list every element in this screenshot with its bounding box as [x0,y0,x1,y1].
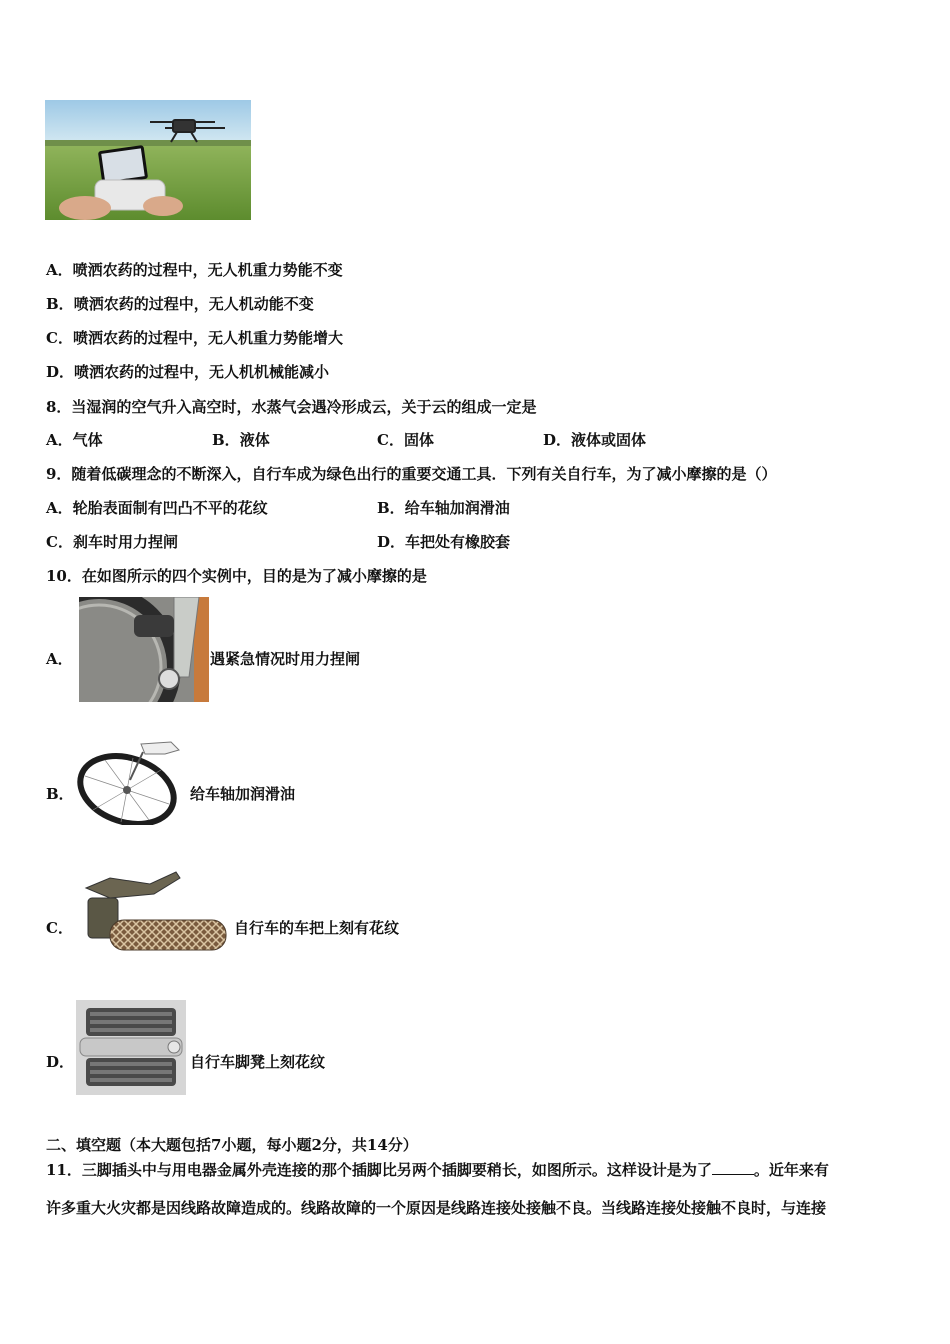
q7-option-c: C．喷洒农药的过程中，无人机重力势能增大 [46,329,343,347]
pedal-photo [76,1000,186,1095]
brake-photo [79,597,209,702]
drone-photo [45,100,251,220]
q7-option-d: D．喷洒农药的过程中，无人机机械能减小 [46,363,330,381]
q9-option-b: B．给车轴加润滑油 [377,499,510,517]
q10-option-c-label: C． [46,919,73,937]
q7-option-a: A．喷洒农药的过程中，无人机重力势能不变 [46,261,343,279]
q10-option-d-text: 自行车脚凳上刻花纹 [190,1053,326,1071]
q10-option-d-label: D． [46,1053,75,1071]
q11-line2: 许多重大火灾都是因线路故障造成的。线路故障的一个原因是线路连接处接触不良。当线路连接处接触不良时，与连接 [46,1199,827,1217]
q8-option-b: B．液体 [212,431,270,449]
q11-blank[interactable] [712,1160,754,1175]
q10-option-c-text: 自行车的车把上刻有花纹 [234,919,400,937]
q9-option-d: D．车把处有橡胶套 [377,533,511,551]
q7-option-b: B．喷洒农药的过程中，无人机动能不变 [46,295,314,313]
q8-option-a: A．气体 [46,431,103,449]
q10-stem: 10．在如图所示的四个实例中，目的是为了减小摩擦的是 [46,567,427,585]
q9-option-c: C．刹车时用力捏闸 [46,533,178,551]
q9-stem: 9．随着低碳理念的不断深入，自行车成为绿色出行的重要交通工具．下列有关自行车，为了减小摩擦的是（） [46,465,777,483]
wheel-oil-photo [75,740,185,825]
q10-option-a-label: A． [46,650,73,668]
q10-option-b-label: B． [46,785,74,803]
q8-option-c: C．固体 [377,431,434,449]
section2-title: 二、填空题（本大题包括7小题，每小题2分，共14分） [46,1136,418,1154]
handlebar-photo [80,868,230,956]
q8-stem: 8．当湿润的空气升入高空时，水蒸气会遇冷形成云，关于云的组成一定是 [46,398,537,416]
q10-option-a-text: 遇紧急情况时用力捏闸 [210,650,361,668]
q9-option-a: A．轮胎表面制有凹凸不平的花纹 [46,499,268,517]
q10-option-b-text: 给车轴加润滑油 [190,785,296,803]
q11-line1: 11．三脚插头中与用电器金属外壳连接的那个插脚比另两个插脚要稍长，如图所示。这样设计是为了 。近年来有 [46,1161,829,1179]
q8-option-d: D．液体或固体 [543,431,647,449]
